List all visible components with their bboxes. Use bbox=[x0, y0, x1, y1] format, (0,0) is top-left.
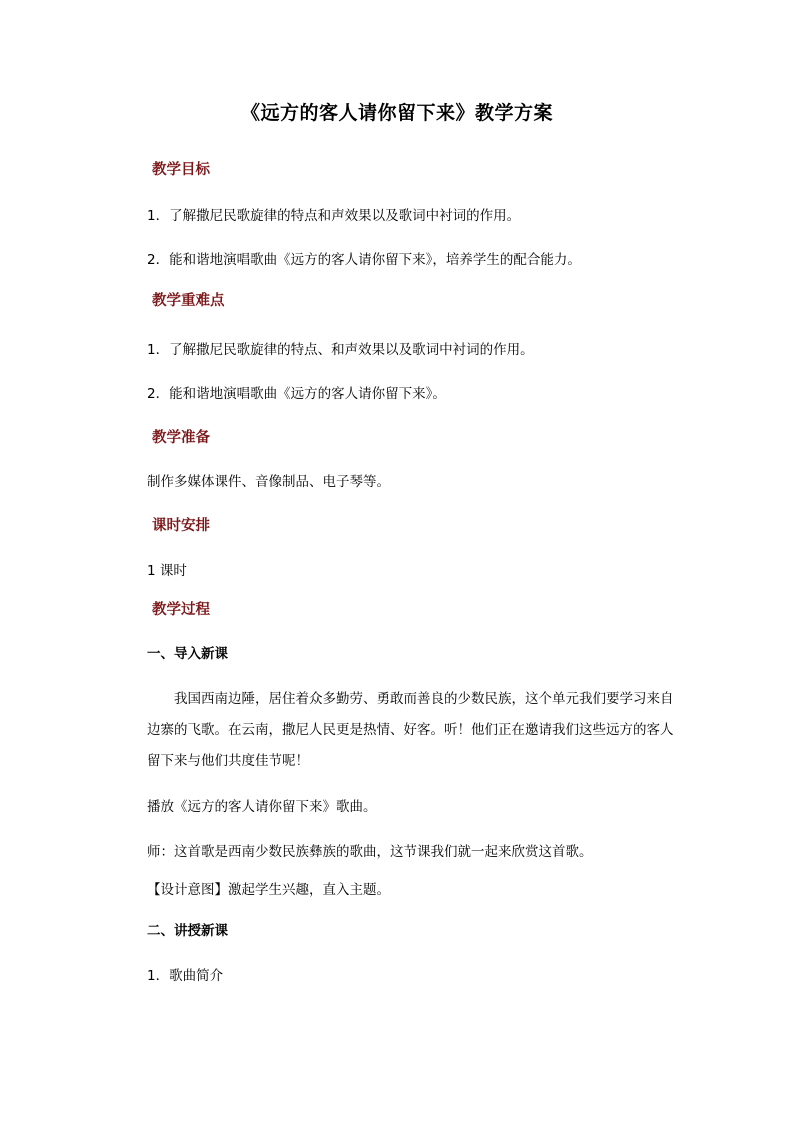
section-heading-schedule: 课时安排 bbox=[152, 518, 210, 534]
document-title: 《远方的客人请你留下来》教学方案 bbox=[240, 102, 553, 124]
intro-para-line-3: 留下来与他们共度佳节呢！ bbox=[147, 753, 309, 769]
preparation-text: 制作多媒体课件、音像制品、电子琴等。 bbox=[147, 474, 390, 490]
design-intent-text: 【设计意图】激起学生兴趣，直入主题。 bbox=[147, 882, 390, 898]
intro-para-line-1: 我国西南边陲，居住着众多勤劳、勇敢而善良的少数民族，这个单元我们要学习来自 bbox=[174, 691, 674, 707]
section-heading-preparation: 教学准备 bbox=[152, 430, 210, 446]
section-heading-key-points: 教学重难点 bbox=[152, 293, 225, 309]
goal-item-2: 2．能和谐地演唱歌曲《远方的客人请你留下来》，培养学生的配合能力。 bbox=[147, 252, 581, 268]
part2-heading: 二、讲授新课 bbox=[147, 923, 228, 939]
part2-item-1: 1．歌曲简介 bbox=[147, 968, 224, 984]
section-heading-process: 教学过程 bbox=[152, 602, 210, 618]
play-song-text: 播放《远方的客人请你留下来》歌曲。 bbox=[147, 799, 377, 815]
key-point-item-2: 2．能和谐地演唱歌曲《远方的客人请你留下来》。 bbox=[147, 386, 446, 402]
intro-para-line-2: 边寨的飞歌。在云南，撒尼人民更是热情、好客。听！他们正在邀请我们这些远方的客人 bbox=[147, 722, 674, 738]
key-point-item-1: 1．了解撒尼民歌旋律的特点、和声效果以及歌词中衬词的作用。 bbox=[147, 342, 534, 358]
schedule-text: 1 课时 bbox=[147, 563, 187, 579]
part1-heading: 一、导入新课 bbox=[147, 646, 228, 662]
section-heading-goals: 教学目标 bbox=[152, 162, 210, 178]
teacher-text: 师：这首歌是西南少数民族彝族的歌曲，这节课我们就一起来欣赏这首歌。 bbox=[147, 844, 593, 860]
goal-item-1: 1．了解撒尼民歌旋律的特点和声效果以及歌词中衬词的作用。 bbox=[147, 208, 521, 224]
